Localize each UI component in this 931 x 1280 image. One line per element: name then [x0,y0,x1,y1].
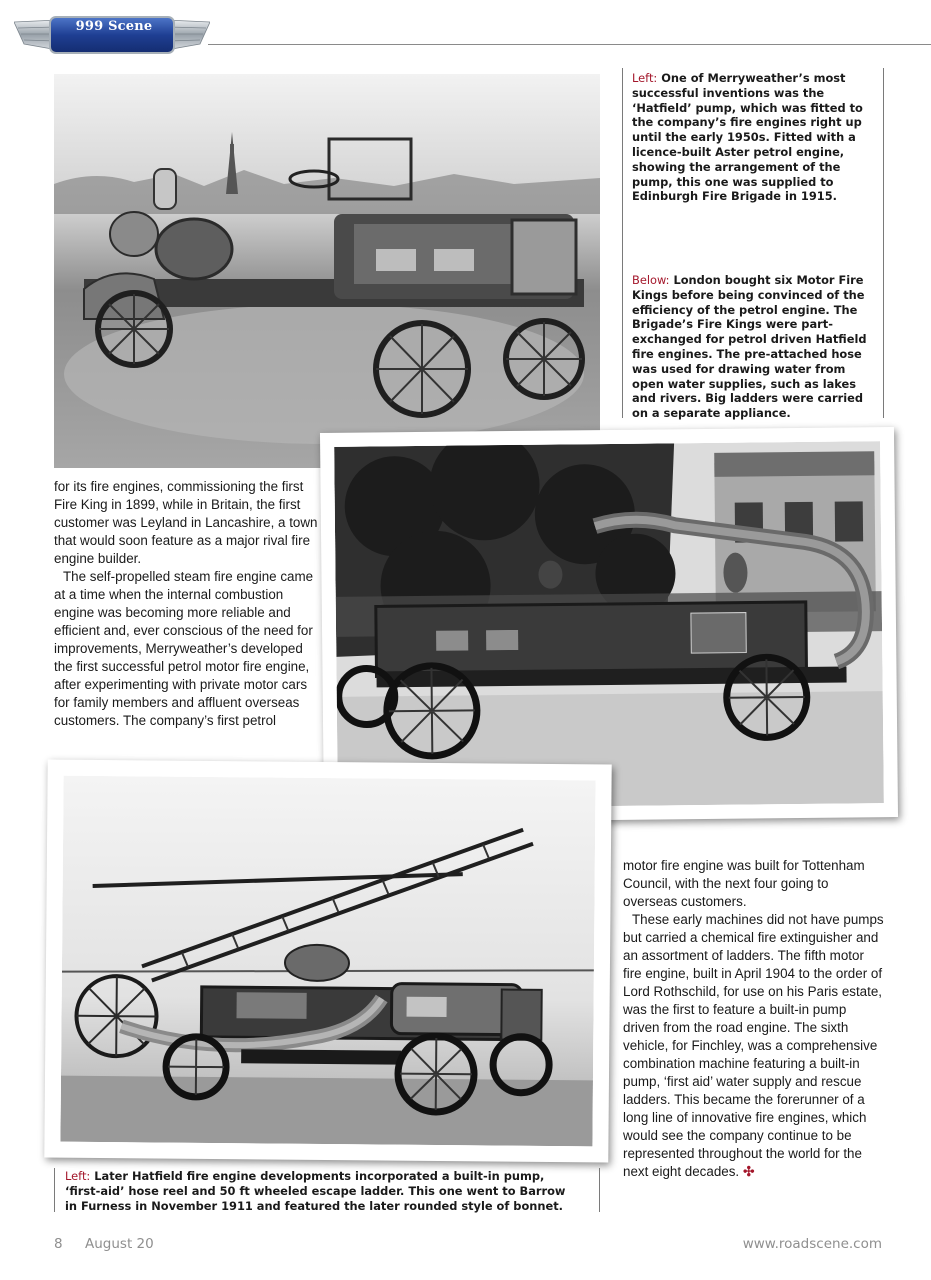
article-paragraph: for its fire engines, commissioning the first Fire King in 1899, while in Britain, the first customer was Leyland in Lancashire, a town that would soon feature as a major rival fire engine builder. [54,479,318,566]
caption-label: Below: [632,273,670,287]
website-link[interactable]: www.roadscene.com [742,1236,882,1252]
article-paragraph: motor fire engine was built for Tottenham Council, with the next four going to overseas customers. [623,858,865,909]
caption-label: Left: [65,1169,91,1183]
article-paragraph [623,911,885,1181]
caption-divider-left [622,68,623,418]
caption-text: Later Hatfield fire engine developments incorporated a built-in pump, ‘first-aid’ hose reel and 50 ft wheeled escape ladder. This one went to Barrow in Furness in November 1911 and featured the later rounded style of bonnet. [65,1169,566,1213]
header-rule [208,44,931,45]
photo-london-fire-king [334,441,884,809]
photo-frame-barrow-escape-ladder [44,760,611,1163]
photo-barrow-escape-ladder [60,776,595,1147]
article-column-right [623,857,885,1181]
page-number: 8 [54,1236,63,1252]
caption-text: London bought six Motor Fire Kings before being convinced of the efficiency of the petrol engine. The Brigade’s Fire Kings were part-exchanged for petrol driven Hatfield fire engines. The pre-attached hose was used for drawing water from open water supplies, such as lakes and rivers. Big ladders were carried on a separate appliance. [632,273,867,421]
end-of-article-icon: ✣ [743,1164,755,1179]
caption-divider-right [599,1168,600,1212]
caption-label: Left: [632,71,658,85]
caption-divider-left [54,1168,55,1212]
article-column-left [54,478,322,730]
caption-barrow-escape-ladder [65,1169,580,1213]
photo-hatfield-pump-chassis [54,74,600,468]
article-paragraph: The self-propelled steam fire engine came at a time when the internal combustion engine was becoming more reliable and efficient and, ever conscious of the need for improvements, Merryweather’s developed the first successful petrol motor fire engine, after experimenting with private motor cars for family members and affluent overseas customers. The company’s first petrol [54,569,314,728]
caption-divider-right [883,68,884,418]
issue-date: August 20 [85,1236,154,1252]
caption-text: One of Merryweather’s most successful inventions was the ‘Hatfield’ pump, which was fitted to the company’s fire engines right up until the early 1950s. Fitted with a licence-built Aster petrol engine, showing the arrangement of the pump, this one was supplied to Edinburgh Fire Brigade in 1915. [632,71,863,204]
article-paragraph-text: These early machines did not have pumps but carried a chemical fire extinguisher and an assortment of ladders. The fifth motor fire engine, built in April 1904 to the order of Lord Rothschild, for use on his Paris estate, was the first to feature a built-in pump driven from the road engine. The sixth vehicle, for Finchley, was a comprehensive combination machine featuring a built-in pump, ‘first aid’ water supply and rescue ladders. This became the forerunner of a long line of innovative fire engines, which would see the company continue to be represented throughout the world for the next eight decades. [623,912,884,1179]
caption-edinburgh-hatfield [632,71,878,204]
caption-london-fire-kings [632,273,878,421]
section-badge-label: 999 Scene [75,19,153,34]
